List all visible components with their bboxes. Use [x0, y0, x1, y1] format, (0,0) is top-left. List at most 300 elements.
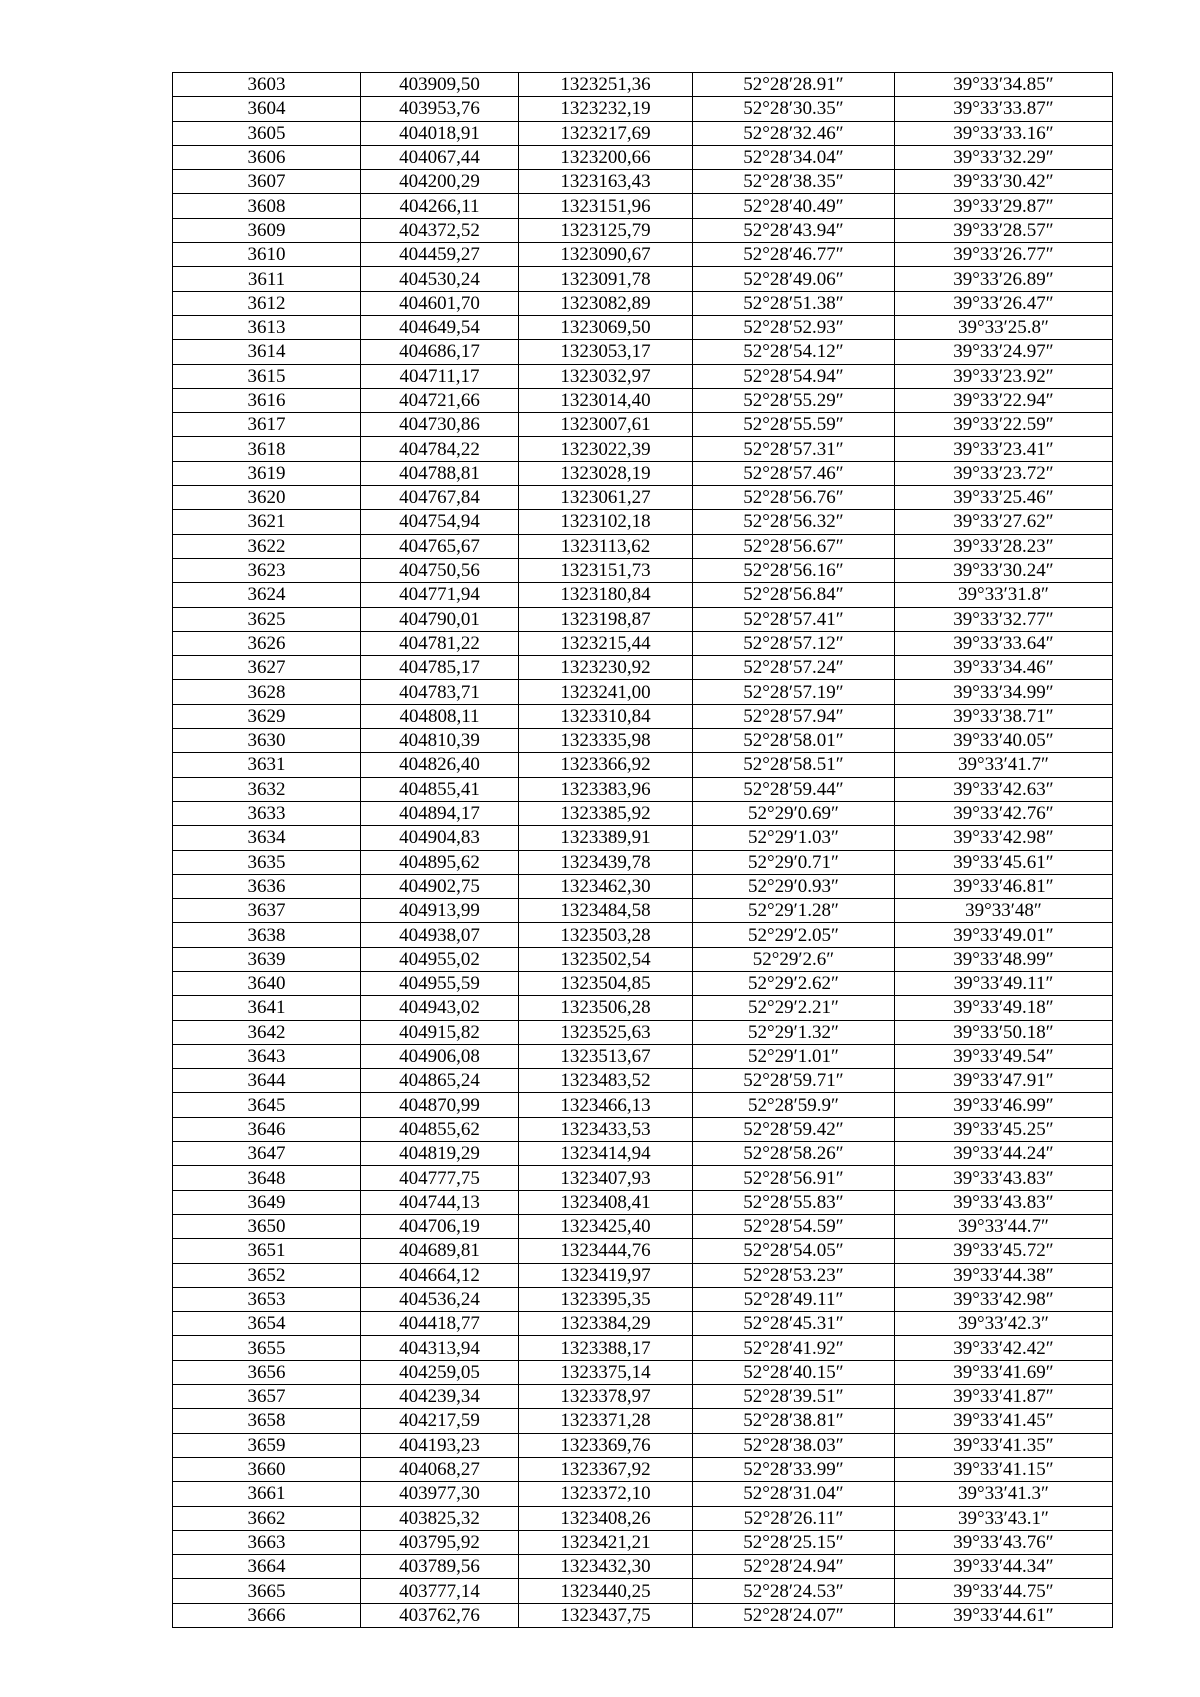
- y-coordinate-cell: 1323408,26: [519, 1506, 693, 1530]
- table-row: [173, 388, 1113, 412]
- y-coordinate-cell: 1323525,63: [519, 1020, 693, 1044]
- longitude-cell: 39°33′41.69″: [895, 1360, 1113, 1384]
- y-coordinate-cell: 1323090,67: [519, 243, 693, 267]
- point-number-cell: 3653: [173, 1287, 361, 1311]
- y-coordinate-cell: 1323082,89: [519, 291, 693, 315]
- latitude-cell: 52°28′57.31″: [693, 437, 895, 461]
- y-coordinate-cell: 1323414,94: [519, 1142, 693, 1166]
- table-row: [173, 1457, 1113, 1481]
- latitude-cell: 52°28′38.35″: [693, 170, 895, 194]
- x-coordinate-cell: 404601,70: [361, 291, 519, 315]
- y-coordinate-cell: 1323502,54: [519, 947, 693, 971]
- longitude-cell: 39°33′49.11″: [895, 971, 1113, 995]
- y-coordinate-cell: 1323432,30: [519, 1555, 693, 1579]
- point-number-cell: 3636: [173, 874, 361, 898]
- x-coordinate-cell: 403909,50: [361, 73, 519, 97]
- table-row: [173, 170, 1113, 194]
- y-coordinate-cell: 1323440,25: [519, 1579, 693, 1603]
- table-row: [173, 899, 1113, 923]
- table-row: [173, 486, 1113, 510]
- latitude-cell: 52°28′49.11″: [693, 1287, 895, 1311]
- x-coordinate-cell: 404649,54: [361, 315, 519, 339]
- latitude-cell: 52°29′2.21″: [693, 996, 895, 1020]
- longitude-cell: 39°33′33.64″: [895, 631, 1113, 655]
- latitude-cell: 52°28′54.12″: [693, 340, 895, 364]
- longitude-cell: 39°33′26.89″: [895, 267, 1113, 291]
- y-coordinate-cell: 1323483,52: [519, 1069, 693, 1093]
- x-coordinate-cell: 404767,84: [361, 486, 519, 510]
- x-coordinate-cell: 404904,83: [361, 826, 519, 850]
- longitude-cell: 39°33′50.18″: [895, 1020, 1113, 1044]
- point-number-cell: 3639: [173, 947, 361, 971]
- longitude-cell: 39°33′40.05″: [895, 729, 1113, 753]
- y-coordinate-cell: 1323388,17: [519, 1336, 693, 1360]
- longitude-cell: 39°33′42.3″: [895, 1312, 1113, 1336]
- point-number-cell: 3627: [173, 656, 361, 680]
- x-coordinate-cell: 404744,13: [361, 1190, 519, 1214]
- x-coordinate-cell: 404865,24: [361, 1069, 519, 1093]
- longitude-cell: 39°33′45.25″: [895, 1117, 1113, 1141]
- table-row: [173, 704, 1113, 728]
- latitude-cell: 52°28′32.46″: [693, 121, 895, 145]
- y-coordinate-cell: 1323217,69: [519, 121, 693, 145]
- y-coordinate-cell: 1323102,18: [519, 510, 693, 534]
- point-number-cell: 3617: [173, 413, 361, 437]
- point-number-cell: 3606: [173, 145, 361, 169]
- table-row: [173, 121, 1113, 145]
- y-coordinate-cell: 1323310,84: [519, 704, 693, 728]
- point-number-cell: 3657: [173, 1385, 361, 1409]
- latitude-cell: 52°28′33.99″: [693, 1457, 895, 1481]
- point-number-cell: 3651: [173, 1239, 361, 1263]
- latitude-cell: 52°28′57.19″: [693, 680, 895, 704]
- latitude-cell: 52°28′31.04″: [693, 1482, 895, 1506]
- table-row: [173, 1385, 1113, 1409]
- longitude-cell: 39°33′45.61″: [895, 850, 1113, 874]
- latitude-cell: 52°28′57.41″: [693, 607, 895, 631]
- point-number-cell: 3631: [173, 753, 361, 777]
- y-coordinate-cell: 1323163,43: [519, 170, 693, 194]
- latitude-cell: 52°28′54.59″: [693, 1214, 895, 1238]
- y-coordinate-cell: 1323462,30: [519, 874, 693, 898]
- y-coordinate-cell: 1323375,14: [519, 1360, 693, 1384]
- latitude-cell: 52°28′59.9″: [693, 1093, 895, 1117]
- longitude-cell: 39°33′41.35″: [895, 1433, 1113, 1457]
- x-coordinate-cell: 403777,14: [361, 1579, 519, 1603]
- longitude-cell: 39°33′23.41″: [895, 437, 1113, 461]
- y-coordinate-cell: 1323466,13: [519, 1093, 693, 1117]
- table-row: [173, 194, 1113, 218]
- table-row: [173, 437, 1113, 461]
- point-number-cell: 3659: [173, 1433, 361, 1457]
- longitude-cell: 39°33′38.71″: [895, 704, 1113, 728]
- y-coordinate-cell: 1323061,27: [519, 486, 693, 510]
- latitude-cell: 52°28′41.92″: [693, 1336, 895, 1360]
- point-number-cell: 3662: [173, 1506, 361, 1530]
- point-number-cell: 3613: [173, 315, 361, 339]
- latitude-cell: 52°28′56.32″: [693, 510, 895, 534]
- point-number-cell: 3637: [173, 899, 361, 923]
- x-coordinate-cell: 404259,05: [361, 1360, 519, 1384]
- x-coordinate-cell: 403789,56: [361, 1555, 519, 1579]
- table-row: [173, 1142, 1113, 1166]
- x-coordinate-cell: 404239,34: [361, 1385, 519, 1409]
- x-coordinate-cell: 404785,17: [361, 656, 519, 680]
- table-row: [173, 1603, 1113, 1627]
- y-coordinate-cell: 1323125,79: [519, 218, 693, 242]
- latitude-cell: 52°28′40.15″: [693, 1360, 895, 1384]
- table-row: [173, 656, 1113, 680]
- y-coordinate-cell: 1323503,28: [519, 923, 693, 947]
- latitude-cell: 52°28′34.04″: [693, 145, 895, 169]
- longitude-cell: 39°33′46.81″: [895, 874, 1113, 898]
- latitude-cell: 52°28′56.76″: [693, 486, 895, 510]
- point-number-cell: 3655: [173, 1336, 361, 1360]
- latitude-cell: 52°28′58.51″: [693, 753, 895, 777]
- x-coordinate-cell: 404906,08: [361, 1044, 519, 1068]
- table-row: [173, 923, 1113, 947]
- longitude-cell: 39°33′28.57″: [895, 218, 1113, 242]
- y-coordinate-cell: 1323408,41: [519, 1190, 693, 1214]
- longitude-cell: 39°33′46.99″: [895, 1093, 1113, 1117]
- x-coordinate-cell: 404955,02: [361, 947, 519, 971]
- latitude-cell: 52°28′59.71″: [693, 1069, 895, 1093]
- point-number-cell: 3620: [173, 486, 361, 510]
- table-row: [173, 413, 1113, 437]
- y-coordinate-cell: 1323028,19: [519, 461, 693, 485]
- y-coordinate-cell: 1323014,40: [519, 388, 693, 412]
- x-coordinate-cell: 403977,30: [361, 1482, 519, 1506]
- y-coordinate-cell: 1323232,19: [519, 97, 693, 121]
- latitude-cell: 52°28′55.59″: [693, 413, 895, 437]
- table-row: [173, 1214, 1113, 1238]
- table-row: [173, 801, 1113, 825]
- latitude-cell: 52°28′58.26″: [693, 1142, 895, 1166]
- longitude-cell: 39°33′48.99″: [895, 947, 1113, 971]
- table-row: [173, 558, 1113, 582]
- longitude-cell: 39°33′43.76″: [895, 1530, 1113, 1554]
- latitude-cell: 52°28′39.51″: [693, 1385, 895, 1409]
- point-number-cell: 3604: [173, 97, 361, 121]
- x-coordinate-cell: 404686,17: [361, 340, 519, 364]
- table-row: [173, 1020, 1113, 1044]
- latitude-cell: 52°28′24.07″: [693, 1603, 895, 1627]
- table-row: [173, 729, 1113, 753]
- table-row: [173, 1530, 1113, 1554]
- point-number-cell: 3646: [173, 1117, 361, 1141]
- table-row: [173, 1506, 1113, 1530]
- point-number-cell: 3666: [173, 1603, 361, 1627]
- longitude-cell: 39°33′23.72″: [895, 461, 1113, 485]
- x-coordinate-cell: 404711,17: [361, 364, 519, 388]
- latitude-cell: 52°29′1.03″: [693, 826, 895, 850]
- x-coordinate-cell: 404784,22: [361, 437, 519, 461]
- x-coordinate-cell: 404750,56: [361, 558, 519, 582]
- x-coordinate-cell: 404313,94: [361, 1336, 519, 1360]
- y-coordinate-cell: 1323215,44: [519, 631, 693, 655]
- y-coordinate-cell: 1323180,84: [519, 583, 693, 607]
- latitude-cell: 52°28′56.84″: [693, 583, 895, 607]
- latitude-cell: 52°28′26.11″: [693, 1506, 895, 1530]
- table-row: [173, 534, 1113, 558]
- longitude-cell: 39°33′47.91″: [895, 1069, 1113, 1093]
- point-number-cell: 3658: [173, 1409, 361, 1433]
- latitude-cell: 52°29′0.93″: [693, 874, 895, 898]
- longitude-cell: 39°33′44.38″: [895, 1263, 1113, 1287]
- point-number-cell: 3628: [173, 680, 361, 704]
- x-coordinate-cell: 404067,44: [361, 145, 519, 169]
- table-row: [173, 1312, 1113, 1336]
- x-coordinate-cell: 404418,77: [361, 1312, 519, 1336]
- table-row: [173, 1069, 1113, 1093]
- longitude-cell: 39°33′42.63″: [895, 777, 1113, 801]
- table-row: [173, 267, 1113, 291]
- table-row: [173, 1482, 1113, 1506]
- point-number-cell: 3648: [173, 1166, 361, 1190]
- point-number-cell: 3624: [173, 583, 361, 607]
- point-number-cell: 3641: [173, 996, 361, 1020]
- x-coordinate-cell: 404777,75: [361, 1166, 519, 1190]
- x-coordinate-cell: 404810,39: [361, 729, 519, 753]
- y-coordinate-cell: 1323151,73: [519, 558, 693, 582]
- longitude-cell: 39°33′30.42″: [895, 170, 1113, 194]
- x-coordinate-cell: 404536,24: [361, 1287, 519, 1311]
- x-coordinate-cell: 404730,86: [361, 413, 519, 437]
- x-coordinate-cell: 404266,11: [361, 194, 519, 218]
- y-coordinate-cell: 1323513,67: [519, 1044, 693, 1068]
- longitude-cell: 39°33′41.87″: [895, 1385, 1113, 1409]
- latitude-cell: 52°29′2.05″: [693, 923, 895, 947]
- point-number-cell: 3615: [173, 364, 361, 388]
- latitude-cell: 52°28′58.01″: [693, 729, 895, 753]
- longitude-cell: 39°33′24.97″: [895, 340, 1113, 364]
- longitude-cell: 39°33′22.94″: [895, 388, 1113, 412]
- latitude-cell: 52°28′57.24″: [693, 656, 895, 680]
- table-row: [173, 1287, 1113, 1311]
- point-number-cell: 3634: [173, 826, 361, 850]
- x-coordinate-cell: 404200,29: [361, 170, 519, 194]
- latitude-cell: 52°29′0.69″: [693, 801, 895, 825]
- longitude-cell: 39°33′44.75″: [895, 1579, 1113, 1603]
- latitude-cell: 52°28′56.16″: [693, 558, 895, 582]
- y-coordinate-cell: 1323504,85: [519, 971, 693, 995]
- x-coordinate-cell: 404870,99: [361, 1093, 519, 1117]
- longitude-cell: 39°33′27.62″: [895, 510, 1113, 534]
- y-coordinate-cell: 1323372,10: [519, 1482, 693, 1506]
- latitude-cell: 52°28′54.94″: [693, 364, 895, 388]
- x-coordinate-cell: 404193,23: [361, 1433, 519, 1457]
- latitude-cell: 52°28′55.83″: [693, 1190, 895, 1214]
- latitude-cell: 52°28′57.46″: [693, 461, 895, 485]
- x-coordinate-cell: 404788,81: [361, 461, 519, 485]
- table-row: [173, 996, 1113, 1020]
- y-coordinate-cell: 1323032,97: [519, 364, 693, 388]
- point-number-cell: 3647: [173, 1142, 361, 1166]
- longitude-cell: 39°33′30.24″: [895, 558, 1113, 582]
- longitude-cell: 39°33′34.85″: [895, 73, 1113, 97]
- point-number-cell: 3633: [173, 801, 361, 825]
- point-number-cell: 3663: [173, 1530, 361, 1554]
- point-number-cell: 3665: [173, 1579, 361, 1603]
- table-row: [173, 315, 1113, 339]
- x-coordinate-cell: 403762,76: [361, 1603, 519, 1627]
- table-row: [173, 680, 1113, 704]
- table-row: [173, 753, 1113, 777]
- x-coordinate-cell: 404938,07: [361, 923, 519, 947]
- table-row: [173, 291, 1113, 315]
- latitude-cell: 52°28′30.35″: [693, 97, 895, 121]
- x-coordinate-cell: 404530,24: [361, 267, 519, 291]
- point-number-cell: 3638: [173, 923, 361, 947]
- x-coordinate-cell: 403825,32: [361, 1506, 519, 1530]
- y-coordinate-cell: 1323367,92: [519, 1457, 693, 1481]
- longitude-cell: 39°33′44.61″: [895, 1603, 1113, 1627]
- y-coordinate-cell: 1323198,87: [519, 607, 693, 631]
- longitude-cell: 39°33′22.59″: [895, 413, 1113, 437]
- table-row: [173, 340, 1113, 364]
- table-row: [173, 1166, 1113, 1190]
- point-number-cell: 3619: [173, 461, 361, 485]
- y-coordinate-cell: 1323385,92: [519, 801, 693, 825]
- x-coordinate-cell: 404855,62: [361, 1117, 519, 1141]
- point-number-cell: 3609: [173, 218, 361, 242]
- y-coordinate-cell: 1323433,53: [519, 1117, 693, 1141]
- y-coordinate-cell: 1323251,36: [519, 73, 693, 97]
- longitude-cell: 39°33′42.98″: [895, 1287, 1113, 1311]
- latitude-cell: 52°29′1.01″: [693, 1044, 895, 1068]
- point-number-cell: 3635: [173, 850, 361, 874]
- y-coordinate-cell: 1323241,00: [519, 680, 693, 704]
- table-row: [173, 510, 1113, 534]
- table-row: [173, 1239, 1113, 1263]
- y-coordinate-cell: 1323007,61: [519, 413, 693, 437]
- y-coordinate-cell: 1323425,40: [519, 1214, 693, 1238]
- point-number-cell: 3654: [173, 1312, 361, 1336]
- table-row: [173, 97, 1113, 121]
- latitude-cell: 52°28′59.44″: [693, 777, 895, 801]
- table-row: [173, 1336, 1113, 1360]
- longitude-cell: 39°33′29.87″: [895, 194, 1113, 218]
- x-coordinate-cell: 404913,99: [361, 899, 519, 923]
- table-row: [173, 1409, 1113, 1433]
- longitude-cell: 39°33′43.1″: [895, 1506, 1113, 1530]
- latitude-cell: 52°28′46.77″: [693, 243, 895, 267]
- table-row: [173, 73, 1113, 97]
- y-coordinate-cell: 1323437,75: [519, 1603, 693, 1627]
- longitude-cell: 39°33′23.92″: [895, 364, 1113, 388]
- latitude-cell: 52°28′57.12″: [693, 631, 895, 655]
- longitude-cell: 39°33′28.23″: [895, 534, 1113, 558]
- y-coordinate-cell: 1323421,21: [519, 1530, 693, 1554]
- x-coordinate-cell: 404754,94: [361, 510, 519, 534]
- y-coordinate-cell: 1323419,97: [519, 1263, 693, 1287]
- x-coordinate-cell: 403795,92: [361, 1530, 519, 1554]
- y-coordinate-cell: 1323383,96: [519, 777, 693, 801]
- latitude-cell: 52°29′0.71″: [693, 850, 895, 874]
- point-number-cell: 3629: [173, 704, 361, 728]
- table-row: [173, 145, 1113, 169]
- latitude-cell: 52°28′24.94″: [693, 1555, 895, 1579]
- coordinates-table-body: [173, 73, 1113, 1628]
- point-number-cell: 3625: [173, 607, 361, 631]
- longitude-cell: 39°33′41.7″: [895, 753, 1113, 777]
- x-coordinate-cell: 404819,29: [361, 1142, 519, 1166]
- x-coordinate-cell: 404855,41: [361, 777, 519, 801]
- x-coordinate-cell: 404217,59: [361, 1409, 519, 1433]
- table-row: [173, 364, 1113, 388]
- y-coordinate-cell: 1323091,78: [519, 267, 693, 291]
- point-number-cell: 3616: [173, 388, 361, 412]
- longitude-cell: 39°33′45.72″: [895, 1239, 1113, 1263]
- coordinates-table: [172, 72, 1113, 1628]
- longitude-cell: 39°33′34.46″: [895, 656, 1113, 680]
- point-number-cell: 3632: [173, 777, 361, 801]
- point-number-cell: 3618: [173, 437, 361, 461]
- point-number-cell: 3640: [173, 971, 361, 995]
- y-coordinate-cell: 1323022,39: [519, 437, 693, 461]
- point-number-cell: 3622: [173, 534, 361, 558]
- longitude-cell: 39°33′44.34″: [895, 1555, 1113, 1579]
- point-number-cell: 3608: [173, 194, 361, 218]
- x-coordinate-cell: 404902,75: [361, 874, 519, 898]
- longitude-cell: 39°33′42.76″: [895, 801, 1113, 825]
- longitude-cell: 39°33′49.18″: [895, 996, 1113, 1020]
- table-row: [173, 1555, 1113, 1579]
- point-number-cell: 3650: [173, 1214, 361, 1238]
- longitude-cell: 39°33′41.45″: [895, 1409, 1113, 1433]
- table-row: [173, 1044, 1113, 1068]
- x-coordinate-cell: 404018,91: [361, 121, 519, 145]
- point-number-cell: 3610: [173, 243, 361, 267]
- latitude-cell: 52°29′1.28″: [693, 899, 895, 923]
- longitude-cell: 39°33′25.8″: [895, 315, 1113, 339]
- longitude-cell: 39°33′33.87″: [895, 97, 1113, 121]
- x-coordinate-cell: 404808,11: [361, 704, 519, 728]
- point-number-cell: 3607: [173, 170, 361, 194]
- point-number-cell: 3643: [173, 1044, 361, 1068]
- longitude-cell: 39°33′26.47″: [895, 291, 1113, 315]
- table-row: [173, 947, 1113, 971]
- longitude-cell: 39°33′43.83″: [895, 1166, 1113, 1190]
- x-coordinate-cell: 404781,22: [361, 631, 519, 655]
- x-coordinate-cell: 404765,67: [361, 534, 519, 558]
- longitude-cell: 39°33′25.46″: [895, 486, 1113, 510]
- longitude-cell: 39°33′33.16″: [895, 121, 1113, 145]
- y-coordinate-cell: 1323384,29: [519, 1312, 693, 1336]
- table-row: [173, 461, 1113, 485]
- x-coordinate-cell: 404689,81: [361, 1239, 519, 1263]
- point-number-cell: 3644: [173, 1069, 361, 1093]
- table-row: [173, 1093, 1113, 1117]
- y-coordinate-cell: 1323053,17: [519, 340, 693, 364]
- latitude-cell: 52°28′45.31″: [693, 1312, 895, 1336]
- x-coordinate-cell: 404372,52: [361, 218, 519, 242]
- x-coordinate-cell: 404664,12: [361, 1263, 519, 1287]
- x-coordinate-cell: 403953,76: [361, 97, 519, 121]
- x-coordinate-cell: 404721,66: [361, 388, 519, 412]
- latitude-cell: 52°28′25.15″: [693, 1530, 895, 1554]
- x-coordinate-cell: 404943,02: [361, 996, 519, 1020]
- latitude-cell: 52°28′51.38″: [693, 291, 895, 315]
- point-number-cell: 3621: [173, 510, 361, 534]
- y-coordinate-cell: 1323439,78: [519, 850, 693, 874]
- latitude-cell: 52°28′38.81″: [693, 1409, 895, 1433]
- table-row: [173, 631, 1113, 655]
- longitude-cell: 39°33′41.3″: [895, 1482, 1113, 1506]
- latitude-cell: 52°28′40.49″: [693, 194, 895, 218]
- latitude-cell: 52°29′2.6″: [693, 947, 895, 971]
- table-row: [173, 1433, 1113, 1457]
